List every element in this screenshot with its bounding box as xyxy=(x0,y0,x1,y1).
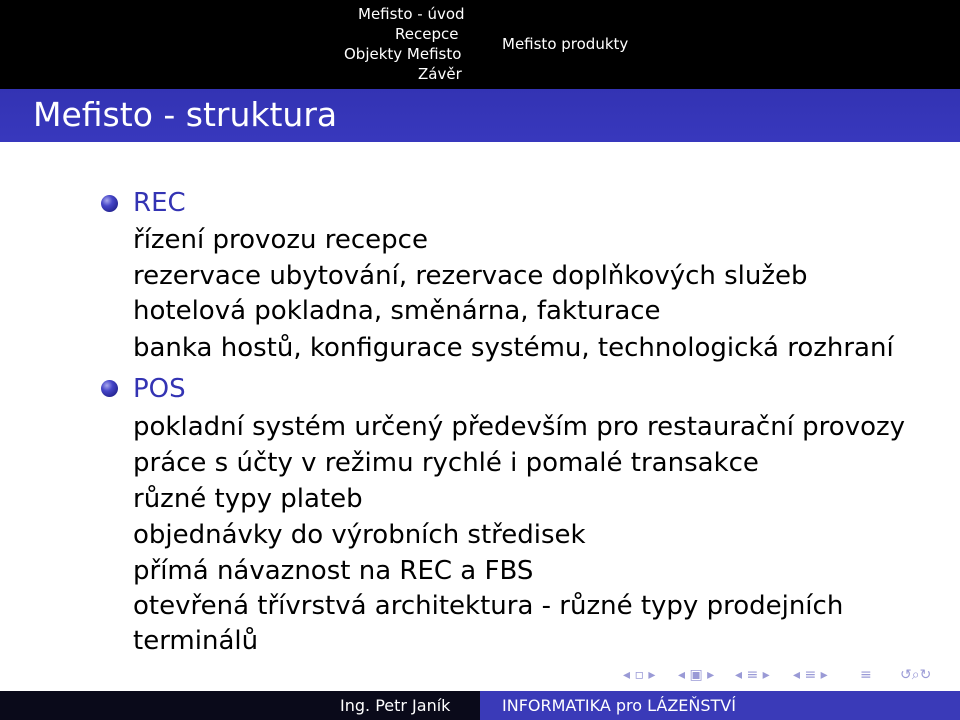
nav-subsection-produkty[interactable]: Mefisto produkty xyxy=(502,35,629,53)
list-item: banka hostů, konfigurace systému, technologická rozhraní xyxy=(133,333,894,363)
nav-section-icon[interactable]: ◂ ≡ ▸ xyxy=(793,667,828,683)
list-item: objednávky do výrobních středisek xyxy=(133,520,586,550)
footer xyxy=(0,691,960,720)
group-heading-pos: POS xyxy=(133,374,186,404)
list-item: terminálů xyxy=(133,626,259,656)
list-item: řízení provozu recepce xyxy=(133,225,428,255)
slide-title: Mefisto - struktura xyxy=(33,95,338,134)
footer-right xyxy=(480,691,960,720)
list-item: různé typy plateb xyxy=(133,484,363,514)
list-item: otevřená třívrstvá architektura - různé typy prodejních xyxy=(133,591,844,621)
list-item: rezervace ubytování, rezervace doplňkových služeb xyxy=(133,261,808,291)
nav-subsection-icon[interactable]: ◂ ≡ ▸ xyxy=(735,667,770,683)
nav-search-icon[interactable]: ↺⌕↻ xyxy=(900,667,932,683)
list-item: hotelová pokladna, směnárna, fakturace xyxy=(133,296,661,326)
nav-section-objekty[interactable]: Objekty Mefisto xyxy=(344,45,462,63)
list-item: pokladní systém určený především pro restaurační provozy xyxy=(133,412,906,442)
group-heading-rec: REC xyxy=(133,188,186,218)
footer-left xyxy=(0,691,480,720)
nav-section-intro[interactable]: Mefisto - úvod xyxy=(358,5,465,23)
bullet-icon xyxy=(101,380,118,397)
list-item: přímá návaznost na REC a FBS xyxy=(133,556,534,586)
footer-course: INFORMATIKA pro LÁZEŇSTVÍ xyxy=(502,696,736,715)
bullet-icon xyxy=(101,195,118,212)
nav-section-recepce[interactable]: Recepce xyxy=(395,25,459,43)
nav-align-icon[interactable]: ≡ xyxy=(860,667,872,683)
nav-frame-icon[interactable]: ◂ ▣ ▸ xyxy=(678,667,715,683)
nav-section-zaver[interactable]: Závěr xyxy=(418,65,462,83)
list-item: práce s účty v režimu rychlé i pomalé transakce xyxy=(133,448,759,478)
footer-author: Ing. Petr Janík xyxy=(340,696,451,715)
nav-first-frame-icon[interactable]: ◂ ▫ ▸ xyxy=(623,667,656,683)
